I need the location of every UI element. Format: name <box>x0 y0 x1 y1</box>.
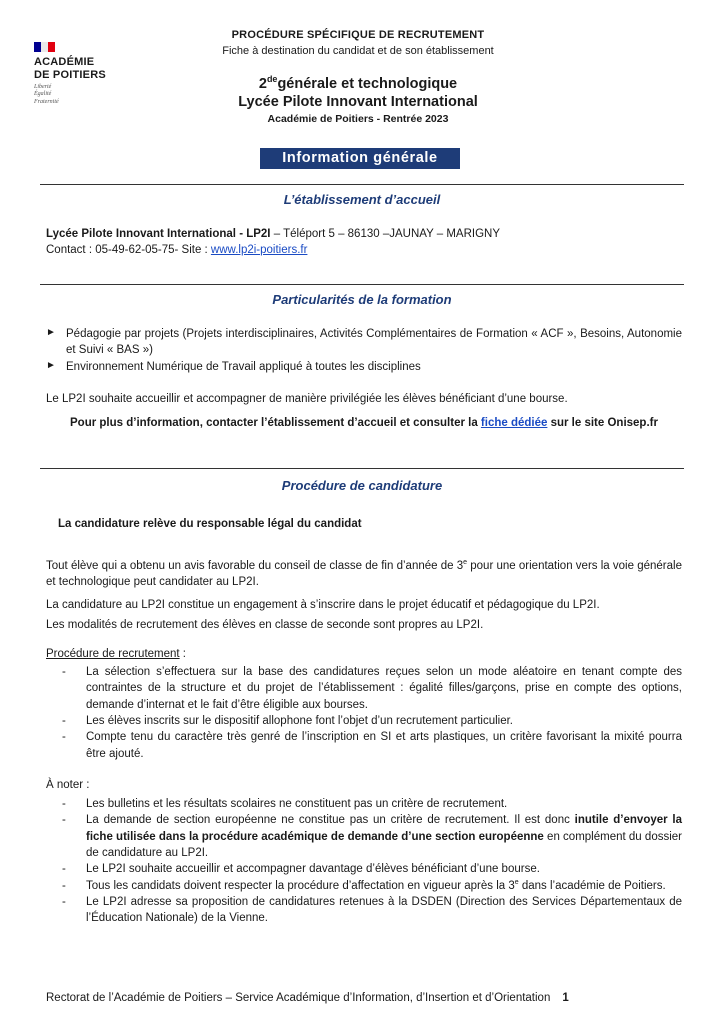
formation-info-line <box>46 415 682 431</box>
page-number: 1 <box>562 992 569 1004</box>
accueil-contact <box>46 242 682 258</box>
dash-bullet-icon: - <box>62 863 66 876</box>
dash-bullet-icon: - <box>62 814 66 827</box>
procedure-item-text: La sélection s’effectuera sur la base des candidatures reçues selon un mode aléatoire en tenant compte des contraintes de la structure et du projet de l’établissement : égalité filles/garçons, prise en compte des options, demande d’internat et le fait d’être éligible aux bourses. <box>86 666 682 711</box>
dash-bullet-icon: - <box>62 798 66 810</box>
page-footer <box>46 990 569 1006</box>
level-sup: de <box>266 74 278 85</box>
logo-motto <box>34 84 124 106</box>
note-item-text: dans l’académie de Poitiers. <box>518 879 666 892</box>
contact-text: Contact : 05-49-62-05-75- Site : <box>46 244 211 256</box>
level-number: 2 <box>258 76 267 93</box>
section-title-formation: Particularités de la formation <box>272 292 452 307</box>
school-website-link[interactable]: www.lp2i-poitiers.fr <box>210 244 308 256</box>
list-item <box>46 713 682 729</box>
list-item <box>46 796 682 812</box>
list-item <box>46 729 682 762</box>
bullet-text: Environnement Numérique de Travail appliqué à toutes les disciplines <box>66 360 421 373</box>
dash-bullet-icon: - <box>62 666 66 678</box>
onisep-fiche-link[interactable]: fiche dédiée <box>480 417 548 429</box>
document-header <box>130 28 586 127</box>
motto-egalite: Égalité <box>34 91 52 98</box>
header-subtitle: Fiche à destination du candidat et de son établissement <box>222 44 494 57</box>
para1-sup: e <box>463 559 468 567</box>
logo-name-line2: DE POITIERS <box>34 68 106 81</box>
footer-text: Rectorat de l’Académie de Poitiers – Service Académique d’Information, d’Insertion et d’Orientation <box>46 992 551 1004</box>
header-academy: Académie de Poitiers - Rentrée 2023 <box>267 113 449 125</box>
list-item <box>46 894 682 927</box>
procedure-item-text: Les élèves inscrits sur le dispositif allophone font l’objet d’un recrutement particulier. <box>86 714 513 727</box>
dash-bullet-icon: - <box>62 714 66 727</box>
para1-text-b: pour une orientation vers la voie générale et technologique peut candidater au LP2I. <box>46 560 682 589</box>
note-item-bold: inutile d’envoyer la fiche utilisée dans la procédure académique de demande d’une section européenne <box>86 814 682 843</box>
info-banner: Information générale <box>260 148 460 169</box>
section-title-candidature: Procédure de candidature <box>281 478 443 493</box>
header-level <box>130 76 586 93</box>
candidature-para3: Les modalités de recrutement des élèves en classe de seconde sont propres au LP2I. <box>46 619 484 631</box>
note-item-text: Le LP2I souhaite accueillir et accompagner davantage d’élèves bénéficiant d’une bourse. <box>86 863 540 876</box>
candidature-para1 <box>46 558 682 591</box>
info-prefix: Pour plus d’information, contacter l’établissement d’accueil et consulter la <box>70 417 481 429</box>
section-divider <box>40 284 684 285</box>
header-procedure-title: PROCÉDURE SPÉCIFIQUE DE RECRUTEMENT <box>231 29 485 41</box>
section-divider <box>40 468 684 469</box>
note-label: À noter : <box>46 779 90 791</box>
note-item-text: Le LP2I adresse sa proposition de candidatures retenues à la DSDEN (Direction des Services Départementaux de l’Éducation Nationale) de la Vienne. <box>86 895 682 925</box>
academy-logo <box>34 42 124 130</box>
note-item-text: La demande de section européenne ne constitue pas un critère de recrutement. Il est donc <box>86 814 575 827</box>
section-title-accueil: L’établissement d’accueil <box>283 192 441 207</box>
list-item <box>46 359 682 375</box>
list-item <box>46 861 682 877</box>
procedure-label: Procédure de recrutement <box>46 648 180 660</box>
procedure-list <box>46 664 682 762</box>
motto-fraternite: Fraternité <box>34 98 59 105</box>
procedure-item-text: Compte tenu du caractère très genré de l’inscription en SI et arts plastiques, un critère favorisant la mixité pourra être ajouté. <box>86 731 682 760</box>
list-item <box>46 664 682 713</box>
note-item-text: Les bulletins et les résultats scolaires ne constituent pas un critère de recrutement. <box>86 798 508 810</box>
list-item <box>46 878 682 894</box>
accueil-address <box>46 226 682 242</box>
arrow-bullet-icon: ► <box>46 359 56 371</box>
formation-bourse-text: Le LP2I souhaite accueillir et accompagner de manière privilégiée les élèves bénéficiant d’une bourse. <box>46 393 568 405</box>
motto-liberte: Liberté <box>34 84 52 91</box>
section-divider <box>40 184 684 185</box>
level-text: générale et technologique <box>277 76 458 93</box>
bullet-text: Pédagogie par projets (Projets interdisciplinaires, Activités Complémentaires de Formation « ACF », Besoins, Autonomie et Suivi « BAS ») <box>66 328 682 357</box>
logo-name-line1: ACADÉMIE <box>34 56 95 68</box>
candidature-responsable: La candidature relève du responsable légal du candidat <box>58 518 362 530</box>
note-item-text: Tous les candidats doivent respecter la procédure d’affectation en vigueur après la 3 <box>86 879 515 892</box>
school-name: Lycée Pilote Innovant International - LP2I <box>46 228 271 240</box>
info-suffix: sur le site Onisep.fr <box>547 417 658 429</box>
list-item <box>46 812 682 861</box>
note-item-sup: e <box>514 878 519 886</box>
procedure-label-line <box>46 646 682 662</box>
header-school: Lycée Pilote Innovant International <box>238 93 478 110</box>
para1-text-a: Tout élève qui a obtenu un avis favorable du conseil de classe de fin d’année de 3 <box>46 560 464 572</box>
marianne-flag-icon <box>34 42 124 52</box>
note-list <box>46 796 682 927</box>
arrow-bullet-icon: ► <box>46 327 56 338</box>
dash-bullet-icon: - <box>62 731 66 744</box>
dash-bullet-icon: - <box>62 879 66 892</box>
formation-bullet-list <box>46 326 682 375</box>
procedure-colon: : <box>179 648 186 660</box>
list-item <box>46 326 682 359</box>
school-address: – Téléport 5 – 86130 –JAUNAY – MARIGNY <box>270 228 500 240</box>
candidature-para2: La candidature au LP2I constitue un engagement à s’inscrire dans le projet éducatif et pédagogique du LP2I. <box>46 599 600 611</box>
dash-bullet-icon: - <box>62 895 66 908</box>
note-item-text: en complément du dossier de candidature au LP2I. <box>86 830 682 859</box>
